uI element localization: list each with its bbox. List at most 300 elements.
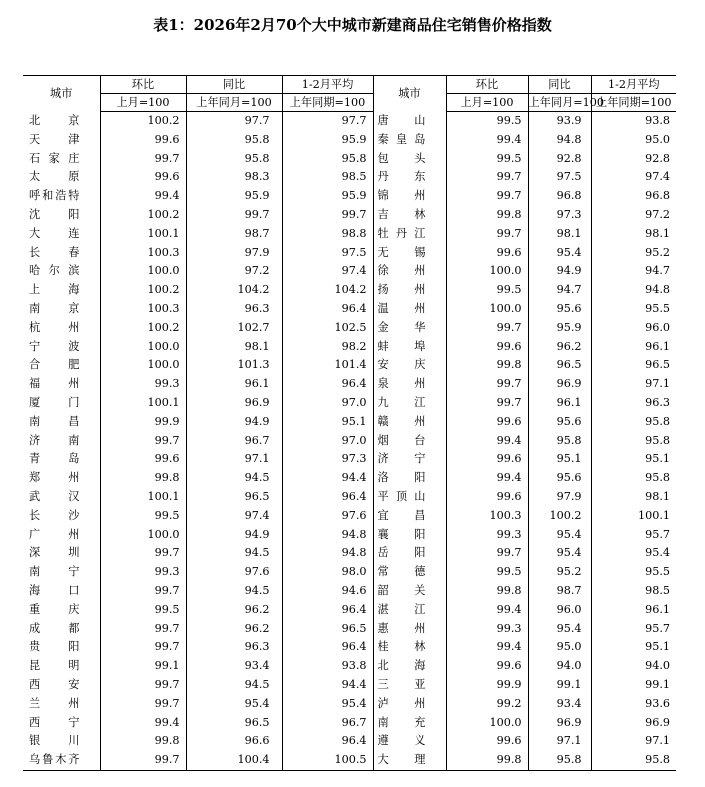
header-yoy-base-right: 上年同月=100 [528, 94, 591, 112]
avg-value-left: 94.6 [282, 582, 373, 601]
avg-value-right: 93.8 [591, 112, 676, 131]
yoy-value-right: 95.4 [528, 244, 591, 263]
yoy-value-left: 94.5 [186, 676, 282, 695]
table-row [23, 544, 676, 563]
yoy-value-right: 96.0 [528, 601, 591, 620]
avg-value-right: 97.4 [591, 168, 676, 187]
city-name-left: 合肥 [29, 358, 80, 372]
avg-value-right: 95.8 [591, 751, 676, 770]
mom-value-right: 99.3 [446, 620, 528, 639]
yoy-value-right: 95.8 [528, 432, 591, 451]
city-name-left: 福州 [29, 377, 80, 391]
avg-value-right: 95.1 [591, 450, 676, 469]
yoy-value-left: 99.7 [186, 206, 282, 225]
mom-value-left: 99.7 [100, 751, 186, 770]
city-name-right: 宜昌 [373, 507, 446, 526]
mom-value-right: 99.6 [446, 450, 528, 469]
yoy-value-right: 94.9 [528, 262, 591, 281]
table-row [23, 413, 676, 432]
city-name-left: 哈尔滨 [29, 264, 80, 278]
mom-value-left: 99.4 [100, 714, 186, 733]
header-city-right: 城市 [373, 76, 446, 112]
city-name-right: 泸州 [373, 695, 446, 714]
city-name-left: 上海 [29, 283, 80, 297]
avg-value-left: 96.7 [282, 714, 373, 733]
mom-value-left: 99.5 [100, 601, 186, 620]
avg-value-left: 93.8 [282, 657, 373, 676]
table-row [23, 244, 676, 263]
avg-value-right: 95.0 [591, 131, 676, 150]
mom-value-left: 99.6 [100, 450, 186, 469]
city-name-left: 南宁 [29, 565, 80, 579]
yoy-value-right: 95.0 [528, 638, 591, 657]
table-row [23, 168, 676, 187]
city-name-right: 秦皇岛 [373, 131, 446, 150]
avg-value-left: 98.5 [282, 168, 373, 187]
avg-value-left: 95.9 [282, 131, 373, 150]
mom-value-right: 99.6 [446, 657, 528, 676]
avg-value-left: 95.1 [282, 413, 373, 432]
city-name-right: 丹东 [373, 168, 446, 187]
yoy-value-left: 96.5 [186, 714, 282, 733]
table-row [23, 450, 676, 469]
yoy-value-left: 97.4 [186, 507, 282, 526]
mom-value-right: 99.7 [446, 394, 528, 413]
avg-value-right: 98.1 [591, 488, 676, 507]
table-row [23, 469, 676, 488]
yoy-value-left: 94.5 [186, 469, 282, 488]
yoy-value-right: 94.8 [528, 131, 591, 150]
yoy-value-right: 97.1 [528, 732, 591, 751]
mom-value-left: 100.3 [100, 300, 186, 319]
yoy-value-left: 97.7 [186, 112, 282, 131]
avg-value-right: 100.1 [591, 507, 676, 526]
avg-value-left: 96.4 [282, 638, 373, 657]
table-row [23, 657, 676, 676]
table-row [23, 488, 676, 507]
yoy-value-left: 104.2 [186, 281, 282, 300]
city-name-right: 遵义 [373, 732, 446, 751]
avg-value-left: 96.5 [282, 620, 373, 639]
mom-value-left: 99.7 [100, 620, 186, 639]
yoy-value-left: 96.7 [186, 432, 282, 451]
header-yoy-left: 同比 [186, 76, 282, 94]
city-name-right: 赣州 [373, 413, 446, 432]
yoy-value-left: 96.2 [186, 601, 282, 620]
mom-value-left: 100.0 [100, 338, 186, 357]
avg-value-left: 95.8 [282, 150, 373, 169]
avg-value-left: 94.4 [282, 469, 373, 488]
yoy-value-left: 98.3 [186, 168, 282, 187]
avg-value-right: 95.7 [591, 526, 676, 545]
mom-value-right: 99.6 [446, 488, 528, 507]
yoy-value-right: 96.9 [528, 714, 591, 733]
table-row [23, 375, 676, 394]
table-row [23, 281, 676, 300]
yoy-value-right: 95.6 [528, 300, 591, 319]
mom-value-left: 99.8 [100, 469, 186, 488]
yoy-value-right: 98.7 [528, 582, 591, 601]
city-name-right: 湛江 [373, 601, 446, 620]
avg-value-left: 97.0 [282, 432, 373, 451]
table-row [23, 563, 676, 582]
city-name-left: 兰州 [29, 696, 80, 710]
yoy-value-left: 94.9 [186, 526, 282, 545]
mom-value-left: 99.1 [100, 657, 186, 676]
city-name-right: 襄阳 [373, 526, 446, 545]
city-name-left: 昆明 [29, 659, 80, 673]
city-name-left: 石家庄 [29, 151, 80, 165]
yoy-value-right: 93.4 [528, 695, 591, 714]
yoy-value-right: 95.9 [528, 319, 591, 338]
table-row [23, 432, 676, 451]
mom-value-left: 99.4 [100, 187, 186, 206]
yoy-value-left: 97.2 [186, 262, 282, 281]
table-row [23, 732, 676, 751]
yoy-value-left: 96.9 [186, 394, 282, 413]
city-name-left: 济南 [29, 433, 80, 447]
yoy-value-left: 98.1 [186, 338, 282, 357]
avg-value-right: 97.1 [591, 732, 676, 751]
avg-value-right: 93.6 [591, 695, 676, 714]
header-mom-base-right: 上月=100 [446, 94, 528, 112]
mom-value-right: 99.7 [446, 168, 528, 187]
avg-value-right: 95.2 [591, 244, 676, 263]
city-name-left: 海口 [29, 583, 80, 597]
avg-value-right: 95.5 [591, 300, 676, 319]
table-row [23, 676, 676, 695]
mom-value-right: 99.8 [446, 206, 528, 225]
header-avg-base-right: 上年同期=100 [591, 94, 676, 112]
mom-value-left: 100.0 [100, 356, 186, 375]
city-name-right: 桂林 [373, 638, 446, 657]
mom-value-left: 99.7 [100, 695, 186, 714]
city-name-left: 西宁 [29, 715, 80, 729]
table-row [23, 262, 676, 281]
yoy-value-right: 95.4 [528, 526, 591, 545]
avg-value-left: 95.4 [282, 695, 373, 714]
yoy-value-right: 96.2 [528, 338, 591, 357]
price-index-table [23, 75, 676, 771]
mom-value-right: 99.4 [446, 432, 528, 451]
yoy-value-right: 99.1 [528, 676, 591, 695]
mom-value-right: 99.6 [446, 338, 528, 357]
mom-value-right: 99.7 [446, 225, 528, 244]
yoy-value-right: 94.0 [528, 657, 591, 676]
mom-value-left: 100.1 [100, 394, 186, 413]
yoy-value-right: 93.9 [528, 112, 591, 131]
header-mom-base-left: 上月=100 [100, 94, 186, 112]
table-row [23, 150, 676, 169]
mom-value-right: 99.5 [446, 281, 528, 300]
city-name-right: 扬州 [373, 281, 446, 300]
header-mom-right: 环比 [446, 76, 528, 94]
mom-value-left: 99.7 [100, 432, 186, 451]
city-name-left: 重庆 [29, 602, 80, 616]
city-name-right: 无锡 [373, 244, 446, 263]
city-name-right: 包头 [373, 150, 446, 169]
avg-value-right: 95.8 [591, 469, 676, 488]
mom-value-left: 100.1 [100, 488, 186, 507]
yoy-value-left: 93.4 [186, 657, 282, 676]
avg-value-left: 96.4 [282, 300, 373, 319]
city-name-left: 银川 [29, 734, 80, 748]
yoy-value-right: 98.1 [528, 225, 591, 244]
avg-value-right: 95.8 [591, 432, 676, 451]
avg-value-left: 94.8 [282, 544, 373, 563]
city-name-right: 唐山 [373, 112, 446, 131]
avg-value-right: 95.8 [591, 413, 676, 432]
mom-value-left: 99.7 [100, 676, 186, 695]
mom-value-left: 99.5 [100, 507, 186, 526]
avg-value-right: 92.8 [591, 150, 676, 169]
city-name-left: 长沙 [29, 508, 80, 522]
table-row [23, 582, 676, 601]
city-name-left: 长春 [29, 245, 80, 259]
table-row [23, 638, 676, 657]
avg-value-left: 97.6 [282, 507, 373, 526]
yoy-value-right: 96.9 [528, 375, 591, 394]
city-name-left: 呼和浩特 [29, 189, 80, 203]
yoy-value-right: 97.3 [528, 206, 591, 225]
table-row [23, 526, 676, 545]
city-name-left: 武汉 [29, 489, 80, 503]
mom-value-left: 99.9 [100, 413, 186, 432]
avg-value-left: 98.2 [282, 338, 373, 357]
header-city-left: 城市 [23, 76, 100, 112]
mom-value-left: 99.6 [100, 131, 186, 150]
avg-value-left: 101.4 [282, 356, 373, 375]
header-avg-base-left: 上年同期=100 [282, 94, 373, 112]
avg-value-left: 94.8 [282, 526, 373, 545]
city-name-right: 安庆 [373, 356, 446, 375]
mom-value-right: 99.6 [446, 413, 528, 432]
avg-value-right: 96.5 [591, 356, 676, 375]
city-name-right: 金华 [373, 319, 446, 338]
avg-value-left: 95.9 [282, 187, 373, 206]
yoy-value-left: 94.9 [186, 413, 282, 432]
city-name-right: 南充 [373, 714, 446, 733]
yoy-value-left: 95.8 [186, 131, 282, 150]
city-name-right: 大理 [373, 751, 446, 770]
yoy-value-left: 100.4 [186, 751, 282, 770]
city-name-right: 温州 [373, 300, 446, 319]
mom-value-right: 99.2 [446, 695, 528, 714]
avg-value-right: 96.3 [591, 394, 676, 413]
table-row [23, 507, 676, 526]
mom-value-left: 99.3 [100, 375, 186, 394]
yoy-value-right: 95.6 [528, 469, 591, 488]
header-yoy-right: 同比 [528, 76, 591, 94]
yoy-value-left: 96.1 [186, 375, 282, 394]
city-name-left: 天津 [29, 132, 80, 146]
table-row [23, 319, 676, 338]
avg-value-left: 96.4 [282, 488, 373, 507]
avg-value-right: 96.9 [591, 714, 676, 733]
city-name-right: 烟台 [373, 432, 446, 451]
yoy-value-right: 100.2 [528, 507, 591, 526]
city-name-right: 九江 [373, 394, 446, 413]
city-name-right: 三亚 [373, 676, 446, 695]
mom-value-left: 100.1 [100, 225, 186, 244]
city-name-left: 沈阳 [29, 207, 80, 221]
yoy-value-left: 95.4 [186, 695, 282, 714]
city-name-right: 锦州 [373, 187, 446, 206]
avg-value-right: 95.1 [591, 638, 676, 657]
city-name-right: 常德 [373, 563, 446, 582]
yoy-value-right: 94.7 [528, 281, 591, 300]
avg-value-left: 94.4 [282, 676, 373, 695]
yoy-value-right: 96.1 [528, 394, 591, 413]
mom-value-right: 99.8 [446, 751, 528, 770]
table-row [23, 131, 676, 150]
table-row [23, 601, 676, 620]
city-name-left: 杭州 [29, 320, 80, 334]
yoy-value-right: 95.4 [528, 620, 591, 639]
yoy-value-right: 96.8 [528, 187, 591, 206]
mom-value-right: 99.8 [446, 356, 528, 375]
avg-value-right: 94.8 [591, 281, 676, 300]
city-name-right: 北海 [373, 657, 446, 676]
yoy-value-left: 96.2 [186, 620, 282, 639]
city-name-right: 平顶山 [373, 488, 446, 507]
yoy-value-right: 95.4 [528, 544, 591, 563]
mom-value-left: 99.7 [100, 582, 186, 601]
city-name-left: 南京 [29, 301, 80, 315]
yoy-value-right: 95.1 [528, 450, 591, 469]
yoy-value-right: 95.8 [528, 751, 591, 770]
avg-value-right: 96.1 [591, 338, 676, 357]
mom-value-right: 99.5 [446, 563, 528, 582]
avg-value-left: 96.4 [282, 601, 373, 620]
city-name-left: 郑州 [29, 471, 80, 485]
avg-value-right: 96.1 [591, 601, 676, 620]
mom-value-right: 99.4 [446, 469, 528, 488]
table-row [23, 620, 676, 639]
yoy-value-left: 96.3 [186, 300, 282, 319]
city-name-left: 乌鲁木齐 [23, 751, 100, 770]
mom-value-left: 100.0 [100, 526, 186, 545]
mom-value-right: 99.7 [446, 375, 528, 394]
header-mom-left: 环比 [100, 76, 186, 94]
avg-value-left: 100.5 [282, 751, 373, 770]
avg-value-left: 102.5 [282, 319, 373, 338]
table-row [23, 394, 676, 413]
city-name-right: 吉林 [373, 206, 446, 225]
yoy-value-left: 102.7 [186, 319, 282, 338]
table-row [23, 300, 676, 319]
yoy-value-left: 95.8 [186, 150, 282, 169]
mom-value-right: 99.3 [446, 526, 528, 545]
yoy-value-left: 98.7 [186, 225, 282, 244]
city-name-right: 泉州 [373, 375, 446, 394]
mom-value-right: 99.5 [446, 150, 528, 169]
yoy-value-left: 101.3 [186, 356, 282, 375]
mom-value-left: 100.3 [100, 244, 186, 263]
mom-value-left: 99.7 [100, 638, 186, 657]
avg-value-right: 98.1 [591, 225, 676, 244]
avg-value-left: 98.8 [282, 225, 373, 244]
city-name-right: 牡丹江 [373, 225, 446, 244]
mom-value-left: 100.0 [100, 262, 186, 281]
city-name-left: 厦门 [29, 395, 80, 409]
city-name-left: 太原 [29, 170, 80, 184]
mom-value-right: 99.7 [446, 187, 528, 206]
mom-value-left: 100.2 [100, 206, 186, 225]
avg-value-left: 97.7 [282, 112, 373, 131]
city-name-left: 大连 [29, 226, 80, 240]
header-avg-right: 1-2月平均 [591, 76, 676, 94]
mom-value-right: 99.6 [446, 244, 528, 263]
avg-value-right: 97.2 [591, 206, 676, 225]
yoy-value-left: 94.5 [186, 544, 282, 563]
yoy-value-right: 97.5 [528, 168, 591, 187]
yoy-value-left: 94.5 [186, 582, 282, 601]
yoy-value-right: 96.5 [528, 356, 591, 375]
mom-value-right: 99.7 [446, 319, 528, 338]
table-row [23, 695, 676, 714]
avg-value-right: 94.0 [591, 657, 676, 676]
table-row [23, 356, 676, 375]
table-row [23, 206, 676, 225]
avg-value-right: 95.5 [591, 563, 676, 582]
city-name-left: 西安 [29, 677, 80, 691]
yoy-value-right: 92.8 [528, 150, 591, 169]
mom-value-left: 100.2 [100, 319, 186, 338]
table-row [23, 714, 676, 733]
avg-value-right: 96.8 [591, 187, 676, 206]
avg-value-right: 96.0 [591, 319, 676, 338]
avg-value-right: 95.4 [591, 544, 676, 563]
avg-value-right: 95.7 [591, 620, 676, 639]
city-name-right: 徐州 [373, 262, 446, 281]
yoy-value-left: 95.9 [186, 187, 282, 206]
header-avg-left: 1-2月平均 [282, 76, 373, 94]
avg-value-right: 97.1 [591, 375, 676, 394]
mom-value-right: 100.3 [446, 507, 528, 526]
mom-value-right: 99.8 [446, 582, 528, 601]
yoy-value-right: 95.2 [528, 563, 591, 582]
mom-value-left: 99.8 [100, 732, 186, 751]
mom-value-right: 99.6 [446, 732, 528, 751]
yoy-value-left: 96.3 [186, 638, 282, 657]
city-name-right: 洛阳 [373, 469, 446, 488]
table-row [23, 187, 676, 206]
table-row [23, 112, 676, 131]
avg-value-left: 96.4 [282, 732, 373, 751]
city-name-right: 惠州 [373, 620, 446, 639]
yoy-value-right: 95.6 [528, 413, 591, 432]
avg-value-right: 98.5 [591, 582, 676, 601]
mom-value-right: 99.9 [446, 676, 528, 695]
city-name-left: 青岛 [29, 452, 80, 466]
page-title: 表1：2026年2月70个大中城市新建商品住宅销售价格指数 [153, 16, 552, 34]
mom-value-left: 99.7 [100, 544, 186, 563]
yoy-value-left: 97.6 [186, 563, 282, 582]
city-name-left: 深圳 [29, 546, 80, 560]
table-row [23, 225, 676, 244]
avg-value-right: 94.7 [591, 262, 676, 281]
city-name-right: 蚌埠 [373, 338, 446, 357]
table-row [23, 338, 676, 357]
avg-value-left: 96.4 [282, 375, 373, 394]
mom-value-left: 99.7 [100, 150, 186, 169]
avg-value-left: 97.0 [282, 394, 373, 413]
avg-value-left: 97.5 [282, 244, 373, 263]
mom-value-right: 100.0 [446, 714, 528, 733]
mom-value-right: 99.5 [446, 112, 528, 131]
table-row [23, 751, 676, 770]
